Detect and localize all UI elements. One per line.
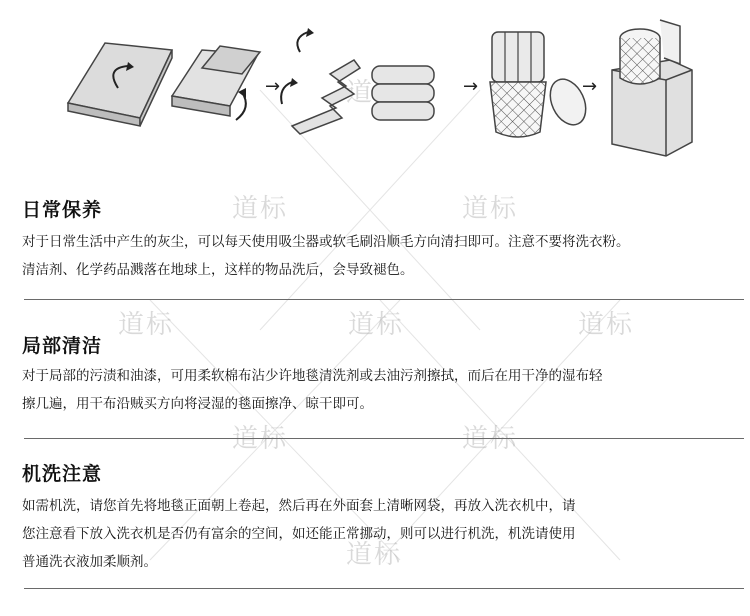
body-line: 擦几遍，用干布沿贼买方向将浸湿的毯面擦净、晾干即可。 xyxy=(22,396,373,412)
watermark: 道标 xyxy=(118,310,175,340)
body-line: 您注意看下放入洗衣机是否仍有富余的空间，如还能正常挪动，则可以进行机洗，机洗请使用 xyxy=(22,526,576,542)
section-body-spot-cleaning xyxy=(22,362,732,418)
rug-stack-icon xyxy=(372,66,434,120)
step-arrow: → xyxy=(582,76,598,97)
step-arrow: → xyxy=(463,76,479,97)
rug-folded-icon xyxy=(172,46,260,120)
rug-flat-icon xyxy=(68,43,172,126)
watermark: 道标 xyxy=(462,424,519,454)
section-body-machine-wash xyxy=(22,492,732,576)
washing-machine-icon xyxy=(612,20,692,156)
watermark: 道标 xyxy=(462,194,519,224)
watermark: 道标 xyxy=(346,540,403,570)
step-arrow: → xyxy=(265,76,281,97)
washing-steps-illustration xyxy=(60,8,710,168)
section-title-daily-care: 日常保养 xyxy=(22,199,103,221)
body-line: 清洁剂、化学药品溅落在地球上，这样的物品洗后，会导致褪色。 xyxy=(22,262,414,278)
mesh-bag-icon xyxy=(490,32,593,137)
section-divider xyxy=(24,438,744,439)
body-line: 如需机洗，请您首先将地毯正面朝上卷起，然后再在外面套上清晰网袋，再放入洗衣机中，请 xyxy=(22,498,576,514)
section-body-daily-care xyxy=(22,228,732,284)
rug-zigzag-icon xyxy=(281,28,360,134)
section-title-spot-cleaning: 局部清洁 xyxy=(22,335,103,357)
watermark: 道标 xyxy=(348,310,405,340)
watermark: 道标 xyxy=(578,310,635,340)
body-line: 对于日常生活中产生的灰尘，可以每天使用吸尘器或软毛刷沿顺毛方向清扫即可。注意不要将洗衣粉。 xyxy=(22,234,630,250)
section-title-machine-wash: 机洗注意 xyxy=(22,463,103,485)
steps-svg xyxy=(60,8,710,168)
body-line: 对于局部的污渍和油漆，可用柔软棉布沾少许地毯清洗剂或去油污剂擦拭，而后在用干净的湿布轻 xyxy=(22,368,603,384)
section-divider xyxy=(24,299,744,300)
watermark: 道标 xyxy=(232,194,289,224)
body-line: 普通洗衣液加柔顺剂。 xyxy=(22,554,157,570)
section-divider xyxy=(24,588,744,589)
watermark: 道标 xyxy=(232,424,289,454)
